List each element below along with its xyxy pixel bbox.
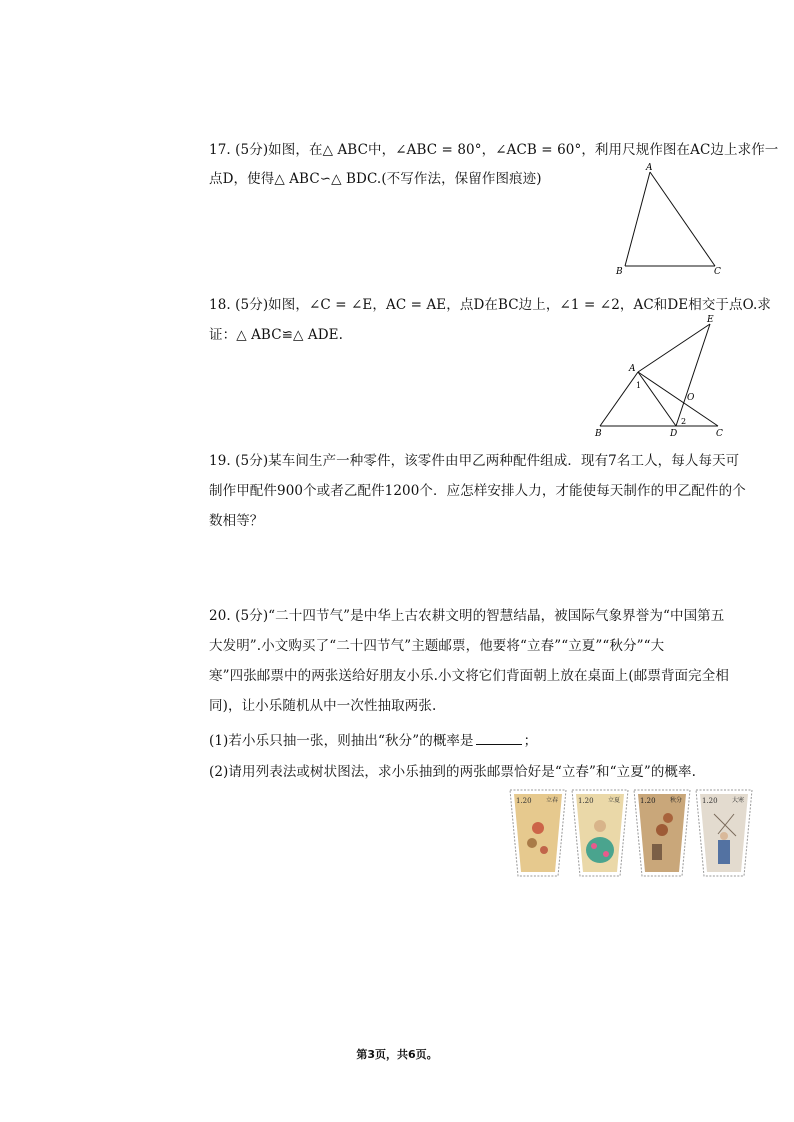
q17-line2: 点D，使得△ ABC∽△ BDC.(不写作法，保留作图痕迹) — [209, 171, 542, 187]
q18-label-e: E — [707, 315, 714, 325]
stamp-lixia-name: 立夏 — [608, 797, 621, 804]
stamp-dahan-name: 大寒 — [732, 797, 745, 804]
q17-line1: 17. (5分)如图，在△ ABC中，∠ABC = 80°，∠ACB = 60°，利用尺规作图在AC边上求作一 — [209, 142, 779, 158]
q20-part1-end: ； — [523, 733, 538, 749]
q20-part1-text: (1)若小乐只抽一张，则抽出“秋分”的概率是 — [209, 733, 474, 749]
q18-line1: 18. (5分)如图，∠C = ∠E，AC = AE，点D在BC边上，∠1 = ∠2，AC和DE相交于点O.求 — [209, 297, 772, 313]
q17-label-a: A — [646, 163, 653, 173]
stamp-qiufen-value: 1.20 — [640, 797, 656, 805]
page-footer: 第3页，共6页。 — [356, 1048, 438, 1061]
q17-label-c: C — [714, 267, 721, 277]
stamp-lixia — [570, 788, 630, 878]
q18-label-c: C — [716, 429, 723, 439]
q17-triangle-figure — [610, 160, 730, 280]
stamp-lichun-name: 立春 — [546, 797, 559, 804]
q19-line3: 数相等？ — [209, 513, 264, 529]
stamp-dahan-value: 1.20 — [702, 797, 718, 805]
stamp-lixia-value: 1.20 — [578, 797, 594, 805]
q20-line4: 同)，让小乐随机从中一次性抽取两张. — [209, 698, 437, 714]
stamp-dahan — [694, 788, 754, 878]
q18-label-a: A — [629, 364, 636, 374]
q20-part2: (2)请用列表法或树状图法，求小乐抽到的两张邮票恰好是“立春”和“立夏”的概率. — [209, 764, 697, 780]
q18-label-1: 1 — [636, 381, 642, 390]
q19-line2: 制作甲配件900个或者乙配件1200个．应怎样安排人力，才能使每天制作的甲乙配件的个 — [209, 483, 746, 499]
stamp-lichun-value: 1.20 — [516, 797, 532, 805]
q18-label-d: D — [670, 429, 678, 439]
q20-line1: 20. (5分)“二十四节气”是中华上古农耕文明的智慧结晶，被国际气象界誉为“中国第五 — [209, 608, 725, 624]
q18-line2: 证：△ ABC≌△ ADE. — [209, 327, 344, 343]
q20-line3: 寒”四张邮票中的两张送给好朋友小乐.小文将它们背面朝上放在桌面上(邮票背面完全相 — [209, 668, 729, 684]
q18-triangle-figure — [590, 312, 740, 442]
answer-blank[interactable] — [476, 732, 522, 745]
q17-label-b: B — [616, 267, 623, 277]
q18-label-b: B — [595, 429, 602, 439]
q18-label-2: 2 — [681, 417, 687, 426]
stamp-qiufen-name: 秋分 — [670, 797, 683, 804]
q20-line2: 大发明”.小文购买了“二十四节气”主题邮票，他要将“立春”“立夏”“秋分”“大 — [209, 638, 665, 654]
stamp-lichun — [508, 788, 568, 878]
q20-part1 — [209, 732, 537, 749]
q18-label-o: O — [687, 393, 695, 403]
q19-line1: 19. (5分)某车间生产一种零件，该零件由甲乙两种配件组成．现有7名工人，每人每天可 — [209, 453, 740, 469]
stamp-qiufen — [632, 788, 692, 878]
